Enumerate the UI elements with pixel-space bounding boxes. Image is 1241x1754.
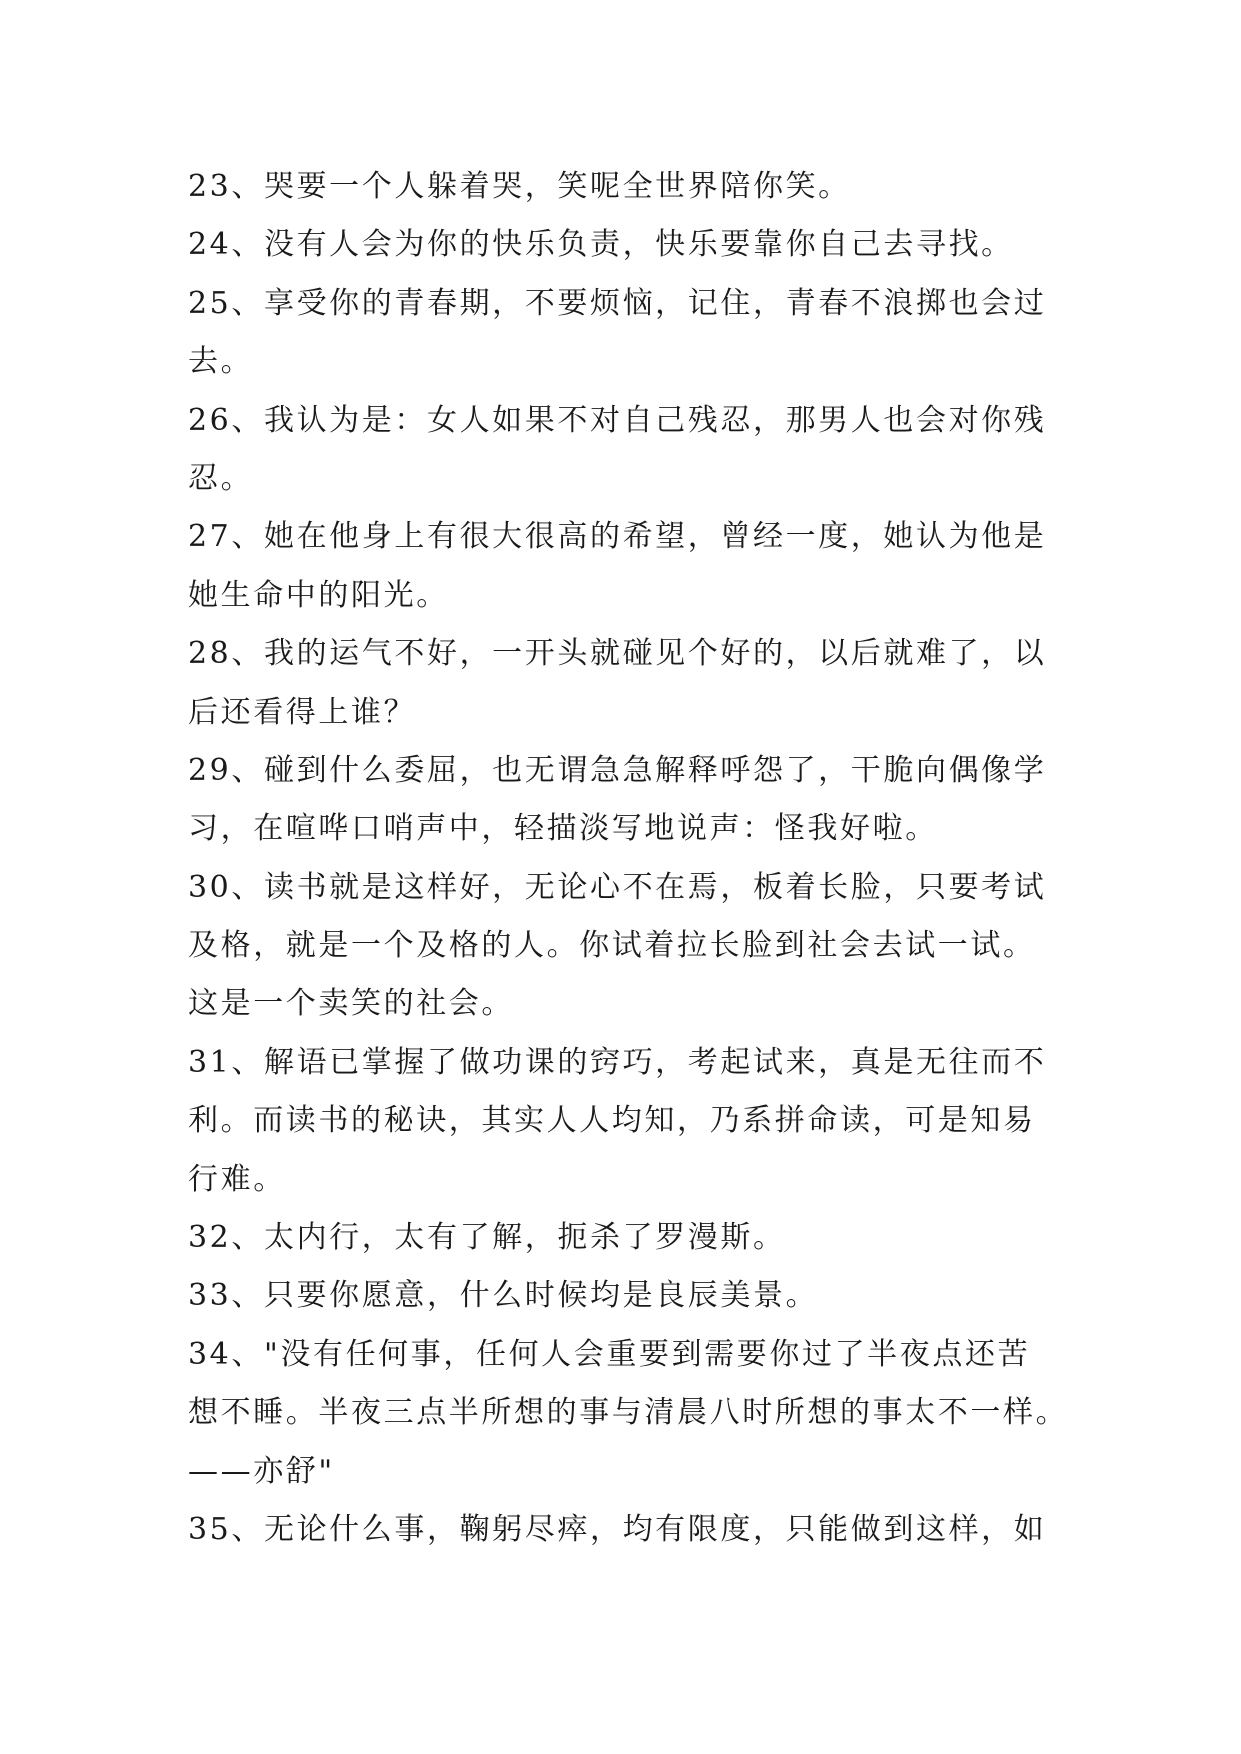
text-line: 35、无论什么事，鞠躬尽瘁，均有限度，只能做到这样，如 bbox=[188, 1511, 1047, 1547]
text-line: 行难。 bbox=[188, 1161, 286, 1197]
text-line: 24、没有人会为你的快乐负责，快乐要靠你自己去寻找。 bbox=[188, 227, 1014, 263]
text-line: 她生命中的阳光。 bbox=[188, 577, 449, 613]
text-line: 30、读书就是这样好，无论心不在焉，板着长脸，只要考试 bbox=[188, 869, 1047, 905]
text-line: 这是一个卖笑的社会。 bbox=[188, 986, 514, 1022]
text-line: 23、哭要一个人躲着哭，笑呢全世界陪你笑。 bbox=[188, 169, 851, 204]
text-line: 习，在喧哗口哨声中，轻描淡写地说声：怪我好啦。 bbox=[188, 811, 938, 847]
text-line: 29、碰到什么委屈，也无谓急急解释呼怨了，干脆向偶像学 bbox=[188, 752, 1047, 788]
text-line: 及格，就是一个及格的人。你试着拉长脸到社会去试一试。 bbox=[188, 928, 1036, 964]
text-line: 33、只要你愿意，什么时候均是良辰美景。 bbox=[188, 1278, 819, 1314]
text-line: 去。 bbox=[188, 344, 254, 380]
text-line: 后还看得上谁？ bbox=[188, 694, 417, 730]
text-line: 25、享受你的青春期，不要烦恼，记住，青春不浪掷也会过 bbox=[188, 285, 1047, 321]
quote-list bbox=[188, 158, 1068, 1559]
text-line: 忍。 bbox=[188, 460, 254, 496]
text-line: 28、我的运气不好，一开头就碰见个好的，以后就难了，以 bbox=[188, 636, 1047, 672]
text-line: 想不睡。半夜三点半所想的事与清晨八时所想的事太不一样。 bbox=[188, 1395, 1069, 1431]
text-line: 32、太内行，太有了解，扼杀了罗漫斯。 bbox=[188, 1220, 786, 1256]
text-line: 26、我认为是：女人如果不对自己残忍，那男人也会对你残 bbox=[188, 402, 1047, 438]
text-line: 34、"没有任何事，任何人会重要到需要你过了半夜点还苦 bbox=[188, 1336, 1031, 1372]
text-line: 31、解语已掌握了做功课的窍巧，考起试来，真是无往而不 bbox=[188, 1044, 1047, 1080]
text-line: 利。而读书的秘诀，其实人人均知，乃系拼命读，可是知易 bbox=[188, 1103, 1036, 1139]
text-line: ——亦舒" bbox=[188, 1453, 335, 1489]
text-line: 27、她在他身上有很大很高的希望，曾经一度，她认为他是 bbox=[188, 519, 1047, 555]
